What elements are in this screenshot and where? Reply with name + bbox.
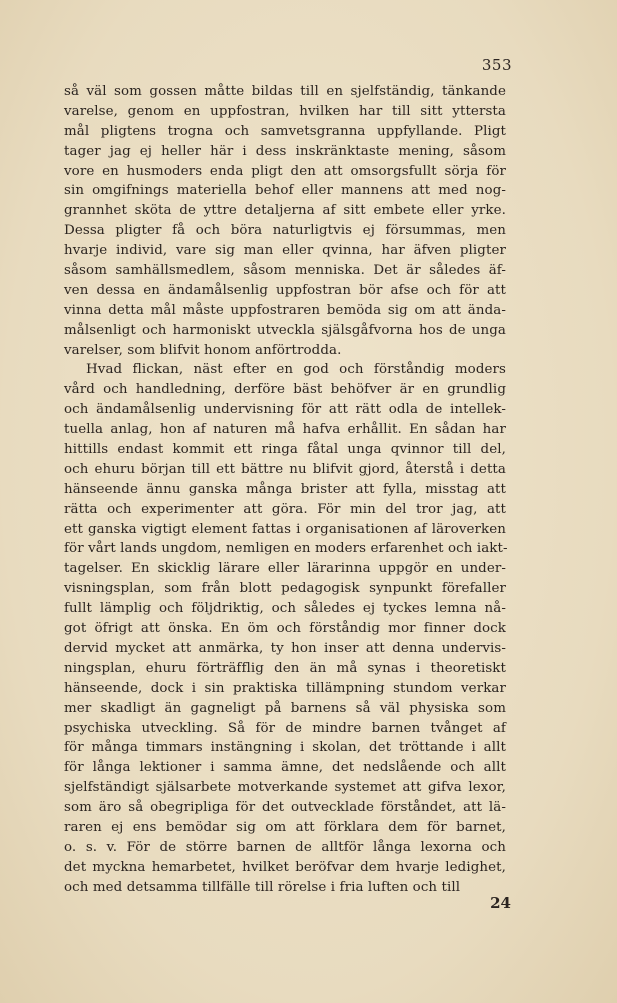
text-line: dervid mycket att anmärka, ty hon inser att denna undervis- bbox=[64, 640, 506, 656]
text-line: hänseende, dock i sin praktiska tillämpning stundom verkar bbox=[64, 680, 506, 696]
text-line: ett ganska vigtigt element fattas i organisationen af läroverken bbox=[64, 521, 506, 537]
text-line: varelse, genom en uppfostran, hvilken har till sitt yttersta bbox=[64, 103, 506, 119]
text-line: hänseende ännu ganska många brister att fylla, misstag att bbox=[64, 481, 506, 497]
text-line: tuella anlag, hon af naturen må hafva erhållit. En sådan har bbox=[64, 422, 506, 438]
text-line: rätta och experimenter att göra. För min del tror jag, att bbox=[64, 501, 506, 517]
text-line: varelser, som blifvit honom anförtrodda. bbox=[64, 342, 342, 358]
text-line: för långa lektioner i samma ämne, det nedslående och allt bbox=[64, 760, 506, 776]
text-line: vore en husmoders enda pligt den att omsorgsfullt sörja för bbox=[64, 163, 506, 179]
text-line: sin omgifnings materiella behof eller mannens att med nog- bbox=[64, 183, 506, 199]
text-line: vård och handledning, derföre bäst behöfver är en grundlig bbox=[64, 382, 506, 398]
text-line: såsom samhällsmedlem, såsom menniska. Det är således äf- bbox=[64, 263, 506, 279]
text-line: hvarje individ, vare sig man eller qvinna, har äfven pligter bbox=[64, 243, 506, 259]
text-line: visningsplan, som från blott pedagogisk synpunkt förefaller bbox=[64, 581, 506, 597]
text-line: tager jag ej heller här i dess inskränktaste mening, såsom bbox=[64, 143, 506, 159]
text-line: så väl som gossen måtte bildas till en sjelfständig, tänkande bbox=[64, 84, 506, 99]
body-text bbox=[64, 82, 506, 898]
text-line: o. s. v. För de större barnen de alltför långa lexorna och bbox=[64, 839, 506, 855]
text-line: fullt lämplig och följdriktig, och således ej tyckes lemna nå- bbox=[64, 601, 506, 617]
text-line: ven dessa en ändamålsenlig uppfostran bör afse och för att bbox=[64, 282, 506, 298]
text-line: Dessa pligter få och böra naturligtvis ej försummas, men bbox=[64, 223, 506, 239]
text-line: mer skadligt än gagneligt på barnens så väl physiska som bbox=[64, 700, 506, 716]
text-line: grannhet sköta de yttre detaljerna af sitt embete eller yrke. bbox=[64, 203, 506, 219]
text-line: hittills endast kommit ett ringa fåtal unga qvinnor till del, bbox=[64, 442, 506, 458]
text-line: sjelfständigt själsarbete motverkande systemet att gifva lexor, bbox=[64, 780, 506, 796]
text-line: som äro så obegripliga för det outvecklade förståndet, att lä- bbox=[64, 800, 506, 816]
text-line: för vårt lands ungdom, nemligen en moders erfarenhet och iakt- bbox=[64, 541, 508, 557]
text-line: målsenligt och harmoniskt utveckla själsgåfvorna hos de unga bbox=[64, 322, 506, 338]
text-line: tagelser. En skicklig lärare eller lärarinna uppgör en under- bbox=[64, 561, 506, 577]
signature-mark: 24 bbox=[490, 894, 511, 912]
text-line: och ändamålsenlig undervisning för att rätt odla de intellek- bbox=[64, 402, 506, 418]
text-line: got öfrigt att önska. En öm och förståndig mor finner dock bbox=[64, 621, 506, 637]
page-number: 353 bbox=[481, 56, 512, 74]
text-line: det myckna hemarbetet, hvilket beröfvar dem hvarje ledighet, bbox=[64, 859, 506, 875]
text-line: mål pligtens trogna och samvetsgranna uppfyllande. Pligt bbox=[64, 123, 506, 139]
text-line: psychiska utveckling. Så för de mindre barnen tvånget af bbox=[64, 720, 506, 736]
text-line: och med detsamma tillfälle till rörelse i fria luften och till bbox=[64, 879, 461, 895]
text-line: Hvad flickan, näst efter en god och förståndig moders bbox=[86, 362, 506, 378]
text-line: och ehuru början till ett bättre nu blifvit gjord, återstå i detta bbox=[64, 461, 506, 477]
text-line: raren ej ens bemödar sig om att förklara dem för barnet, bbox=[64, 819, 506, 835]
text-line: ningsplan, ehuru förträfflig den än må synas i theoretiskt bbox=[64, 660, 506, 676]
text-line: vinna detta mål måste uppfostraren bemöda sig om att ända- bbox=[64, 302, 506, 318]
text-line: för många timmars instängning i skolan, det tröttande i allt bbox=[64, 740, 506, 756]
